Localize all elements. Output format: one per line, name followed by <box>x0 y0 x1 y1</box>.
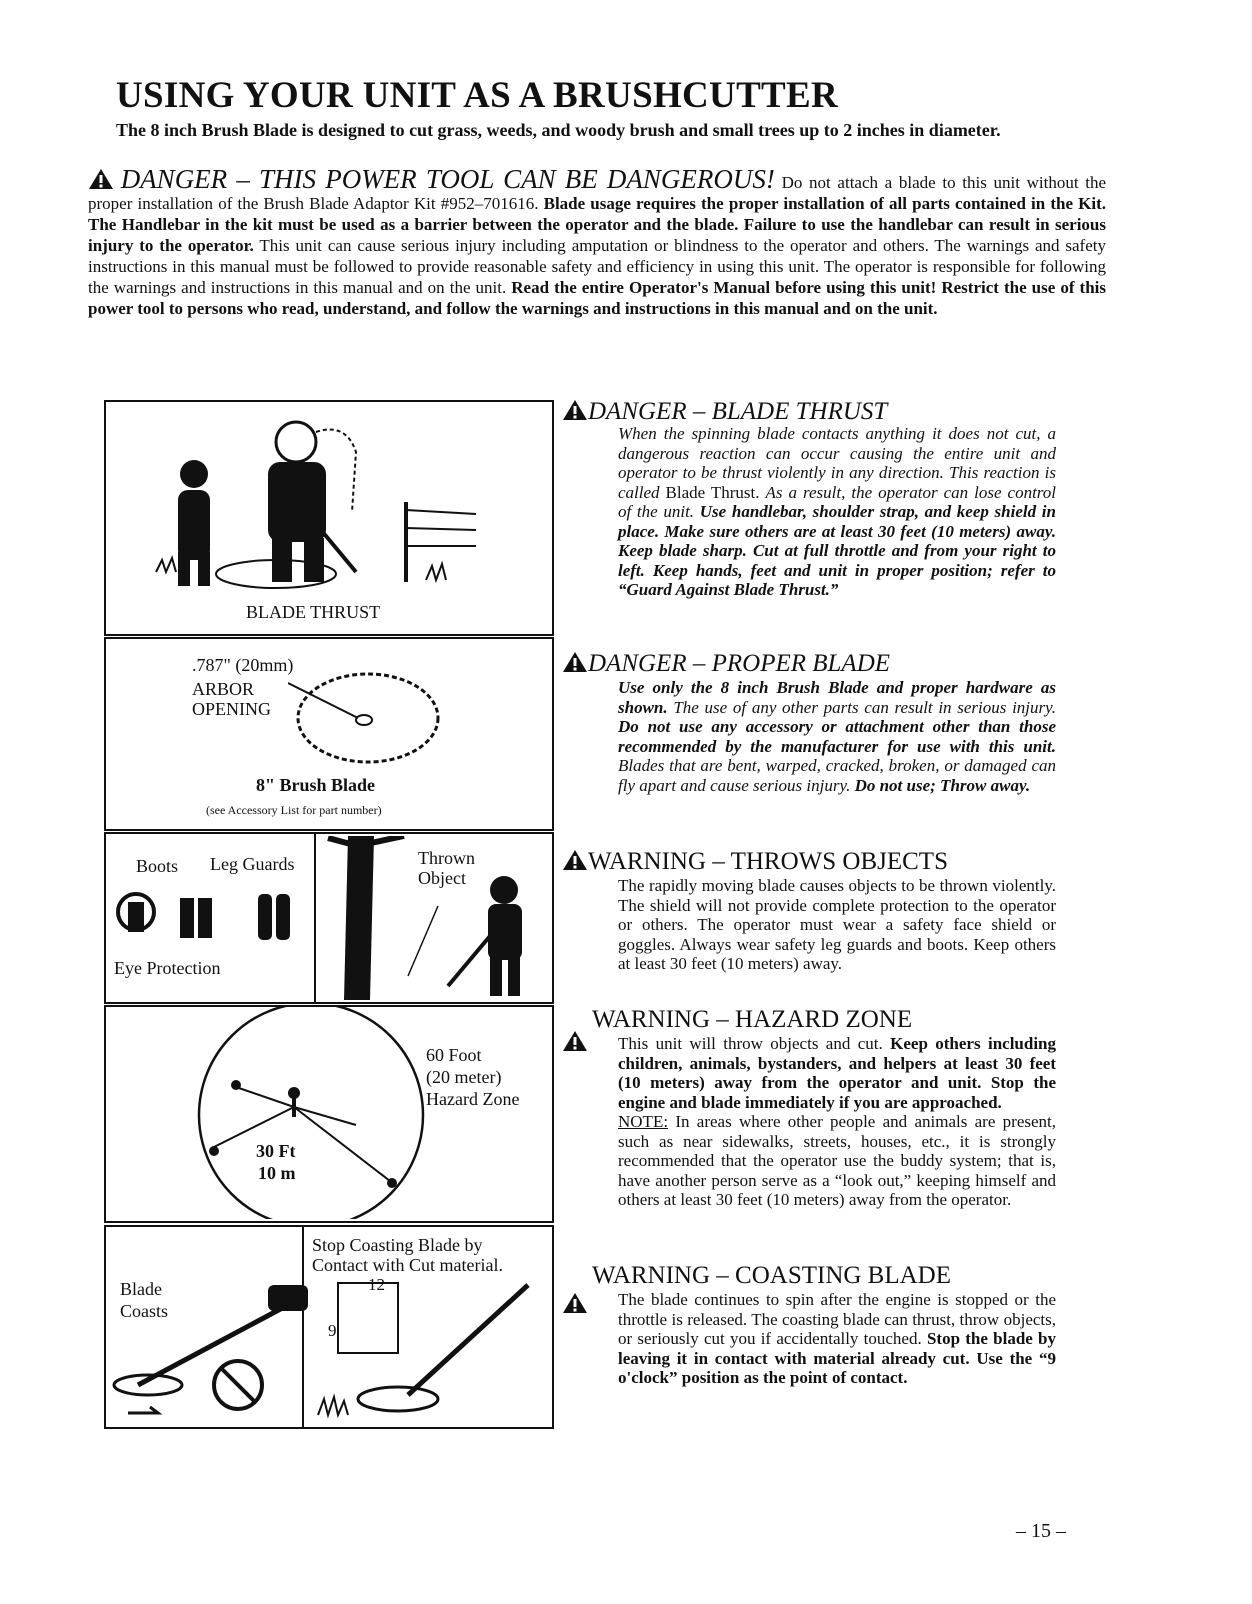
proper-blade-text-e: Do not use; Throw away. <box>854 775 1031 795</box>
blade-thrust-text-c: As a result, the operator can lose control of the unit. <box>618 482 1057 521</box>
warning-triangle-icon <box>562 651 588 673</box>
hazard-foot-label: 60 Foot <box>426 1045 482 1065</box>
clock-9-label: 9 <box>328 1321 337 1340</box>
page-subtitle: The 8 inch Brush Blade is designed to cut grass, weeds, and woody brush and small trees up to 2 inches in diameter. <box>116 120 1001 140</box>
coasting-text-b: Stop the blade by leaving it in contact with material already cut. Use the “9 o'clock” position as the point of contact. <box>618 1329 1057 1387</box>
hazard-note: In areas where other people and animals are present, such as near sidewalks, streets, houses, etc., it is strongly recommended that the operator use the buddy system; that is, have another person serve as a “look out,” keeping himself and others at least 30 feet (10 meters) away from the operator. <box>618 1112 1056 1209</box>
saw-blade-icon <box>288 663 448 773</box>
intro-text-2: Blade usage requires the proper installation of all parts contained in the Kit. The Handlebar in the kit must be used as a barrier between the operator and the blade. Failure to use the handlebar can result in serious injury to the operator. <box>88 194 1107 255</box>
hazard-zone-label: Hazard Zone <box>426 1089 520 1109</box>
coasting-text-a: The blade continues to spin after the engine is stopped or the throttle is released. The coasting blade can thrust, throw objects, or seriously cut you if accidentally touched. <box>618 1290 1056 1348</box>
intro-danger-paragraph <box>88 164 1107 319</box>
throws-body: The rapidly moving blade causes objects to be thrown violently. The shield will not provide complete protection to the operator or others. The operator must wear a safety face shield or goggles. Always wear safety leg guards and boots. Keep others at least 30 feet (10 meters) away. <box>618 876 1056 973</box>
clock-12-label: 12 <box>368 1275 385 1294</box>
accessory-note: (see Accessory List for part number) <box>206 803 382 817</box>
section-proper-blade-heading-row <box>562 650 1056 678</box>
blade-thrust-text-a: When the spinning blade contacts anything it does not cut, a dangerous reaction can occur causing the entire unit and operator to be thrust violently in any direction. This reaction is called <box>618 424 1056 502</box>
distance-m-label: 10 m <box>258 1163 296 1183</box>
intro-danger-heading: DANGER – THIS POWER TOOL CAN BE DANGEROUS! <box>120 164 775 194</box>
page-number: – 15 – <box>1016 1520 1066 1542</box>
hazard-zone-illustration <box>166 1007 466 1219</box>
warning-triangle-icon <box>88 168 114 190</box>
proper-blade-text-d: Blades that are bent, warped, cracked, broken, or damaged can fly apart and cause serious injury. <box>618 756 1056 795</box>
hazard-text-b: Keep others including children, animals, bystanders, and helpers at least 30 feet (10 meters) away from the operator and unit. Stop the engine and blade immediately if you are approached. <box>618 1034 1056 1112</box>
coasting-blade-illustration <box>108 1275 548 1425</box>
arbor-size-label: .787" (20mm) <box>192 655 294 675</box>
blade-thrust-illustration <box>106 402 552 602</box>
proper-blade-body <box>618 678 1056 795</box>
section-proper-blade <box>562 650 1056 795</box>
leg-guards-label: Leg Guards <box>210 854 295 874</box>
throws-heading: WARNING – THROWS OBJECTS <box>588 848 948 875</box>
figure-blade-thrust <box>104 400 554 636</box>
blade-thrust-body <box>618 424 1056 600</box>
arbor-label: ARBOR <box>192 679 255 699</box>
panel-divider <box>314 834 316 1002</box>
section-hazard-zone <box>562 1006 1056 1210</box>
blade-thrust-text-b: Blade Thrust. <box>665 482 760 502</box>
warning-triangle-icon <box>562 1030 588 1052</box>
safety-gear-icon <box>110 882 310 962</box>
hazard-note-label: NOTE: <box>618 1112 669 1131</box>
figure-hazard-zone <box>104 1005 554 1223</box>
boots-label: Boots <box>136 856 179 876</box>
hazard-heading: WARNING – HAZARD ZONE <box>592 1006 913 1033</box>
section-coasting-blade <box>562 1262 1056 1388</box>
intro-text-3: This unit can cause serious injury including amputation or blindness to the operator and others. The warnings and safety instructions in this manual must be followed to provide reasonable safety and efficiency in using this unit. The operator is responsible for following the warnings and instructions in this manual and on the unit. <box>88 236 1106 297</box>
blade-label: Blade <box>120 1279 162 1299</box>
blade-thrust-caption: BLADE THRUST <box>246 602 381 622</box>
contact-cut-label: Contact with Cut material. <box>312 1255 503 1275</box>
proper-blade-text-b: The use of any other parts can result in serious injury. <box>673 697 1056 717</box>
proper-blade-heading: DANGER – PROPER BLADE <box>588 650 891 677</box>
figure-brush-blade <box>104 637 554 831</box>
warning-triangle-icon <box>562 399 588 421</box>
eye-protection-label: Eye Protection <box>114 958 221 978</box>
section-throws-heading-row <box>562 848 1056 876</box>
proper-blade-text-c: Do not use any accessory or attachment other than those recommended by the manufacturer for use with this unit. <box>618 717 1056 756</box>
blade-thrust-text-d: Use handlebar, shoulder strap, and keep shield in place. Make sure others are at least 30 feet (10 meters) away. Keep blade sharp. Cut at full throttle and from your right to left. Keep hands, feet and unit in proper position; refer to “Guard Against Blade Thrust.” <box>618 502 1056 599</box>
figure-coasting-blade <box>104 1225 554 1429</box>
page-title: USING YOUR UNIT AS A BRUSHCUTTER <box>116 75 839 116</box>
object-label: Object <box>418 868 466 888</box>
section-blade-thrust <box>562 398 1056 600</box>
warning-triangle-icon <box>562 1292 588 1314</box>
section-throws-objects <box>562 848 1056 974</box>
hazard-meter-label: (20 meter) <box>426 1067 502 1087</box>
thrown-label: Thrown <box>418 848 475 868</box>
warning-triangle-icon <box>562 849 588 871</box>
stop-coasting-label: Stop Coasting Blade by <box>312 1235 483 1255</box>
hazard-text-a: This unit will throw objects and cut. <box>618 1034 883 1053</box>
distance-ft-label: 30 Ft <box>256 1141 296 1161</box>
coasting-heading: WARNING – COASTING BLADE <box>592 1262 952 1289</box>
proper-blade-text-a: Use only the 8 inch Brush Blade and proper hardware as shown. <box>618 678 1056 717</box>
section-blade-thrust-heading-row <box>562 398 1056 426</box>
intro-text-1: Do not attach a blade to this unit without the proper installation of the Brush Blade Adaptor Kit #952–701616. <box>88 173 1107 213</box>
coasting-body <box>618 1290 1056 1388</box>
brush-blade-label: 8" Brush Blade <box>256 775 376 795</box>
opening-label: OPENING <box>192 699 271 719</box>
hazard-body <box>618 1034 1056 1210</box>
intro-text-4: Read the entire Operator's Manual before using this unit! Restrict the use of this power tool to persons who read, understand, and follow the warnings and instructions in this manual and on the unit. <box>88 278 1106 318</box>
blade-thrust-heading: DANGER – BLADE THRUST <box>588 398 888 425</box>
coasts-label: Coasts <box>120 1301 169 1321</box>
figure-protective-gear <box>104 832 554 1004</box>
